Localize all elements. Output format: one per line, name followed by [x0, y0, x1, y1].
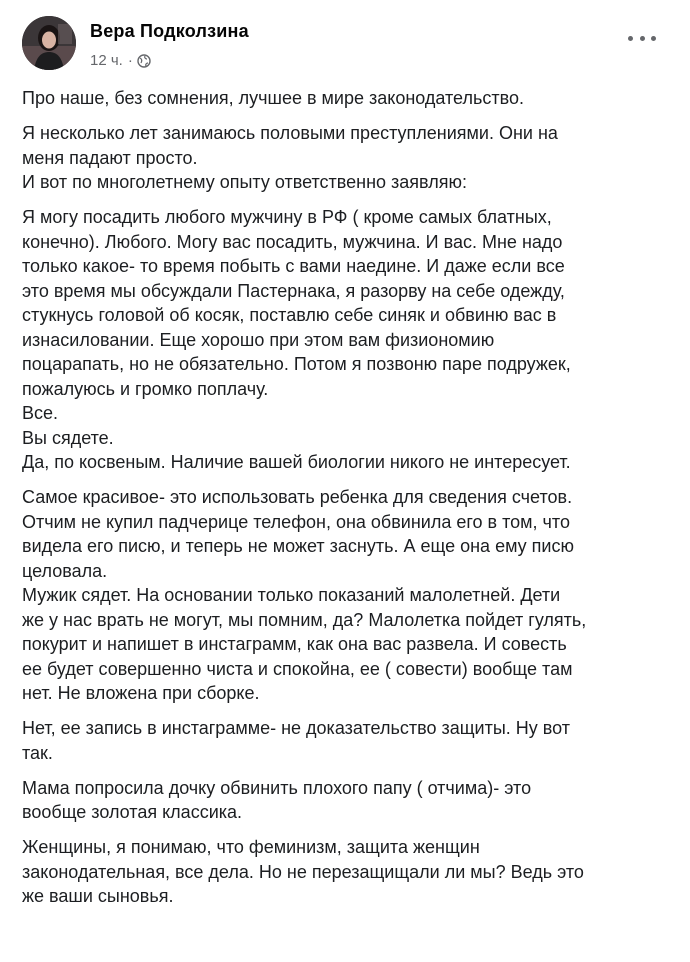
text-line: Мама попросила дочку обвинить плохого папу ( отчима)- это: [22, 777, 532, 798]
post-paragraph: [22, 716, 670, 765]
post-paragraph: [22, 835, 670, 909]
text-line: пожалуюсь и громко поплачу.: [22, 378, 269, 399]
text-line: конечно). Любого. Могу вас посадить, мужчина. И вас. Мне надо: [22, 231, 563, 252]
text-line: стукнусь головой об косяк, поставлю себе синяк и обвиню вас в: [22, 305, 557, 325]
text-line: целовала.: [22, 560, 108, 581]
meta-separator: ·: [127, 52, 133, 69]
text-line: Женщины, я понимаю, что феминизм, защита женщин: [22, 837, 480, 857]
post-meta: [90, 52, 151, 69]
text-line: Да, по косвеным. Наличие вашей биологии никого не интересует.: [22, 452, 571, 472]
more-dot: [640, 36, 645, 41]
post-paragraph: [22, 205, 670, 475]
text-line: изнасиловании. Еще хорошо при этом вам физиономию: [22, 329, 495, 350]
text-line: только какое- то время побыть с вами наедине. И даже если все: [22, 256, 565, 276]
text-line: Вы сядете.: [22, 427, 114, 448]
text-line: же у нас врать не могут, мы помним, да? Малолетка пойдет гулять,: [22, 609, 587, 630]
post-text: [22, 86, 670, 919]
text-line: законодательная, все дела. Но не перезащищали ли мы? Ведь это: [22, 861, 584, 882]
post-paragraph: [22, 121, 670, 195]
post-header: [22, 16, 668, 76]
more-options-button[interactable]: [628, 30, 656, 46]
text-line: Мужик сядет. На основании только показаний малолетней. Дети: [22, 585, 561, 605]
post-paragraph: [22, 485, 670, 706]
post-time[interactable]: 12 ч.: [90, 52, 123, 69]
text-line: Я могу посадить любого мужчину в РФ ( кроме самых блатных,: [22, 207, 552, 227]
text-line: же ваши сыновья.: [22, 886, 174, 906]
text-line: Про наше, без сомнения, лучшее в мире законодательство.: [22, 88, 524, 108]
more-dot: [651, 36, 656, 41]
text-line: поцарапать, но не обязательно. Потом я позвоню паре подружек,: [22, 354, 571, 374]
post-paragraph: [22, 776, 670, 825]
text-line: Отчим не купил падчерице телефон, она обвинила его в том, что: [22, 511, 570, 532]
text-line: так.: [22, 742, 53, 763]
text-line: покурит и напишет в инстаграмм, как она вас развела. И совесть: [22, 634, 567, 654]
text-line: это время мы обсуждали Пастернака, я разорву на себе одежду,: [22, 280, 565, 301]
author-name[interactable]: Вера Подколзина: [90, 21, 249, 41]
globe-icon[interactable]: [137, 54, 151, 68]
text-line: ее будет совершенно чиста и спокойна, ее ( совести) вообще там: [22, 658, 573, 679]
avatar[interactable]: [22, 16, 76, 70]
text-line: Все.: [22, 403, 59, 423]
text-line: Я несколько лет занимаюсь половыми преступлениями. Они на: [22, 123, 558, 143]
text-line: Нет, ее запись в инстаграмме- не доказательство защиты. Ну вот: [22, 718, 570, 738]
text-line: вообще золотая классика.: [22, 802, 243, 822]
text-line: нет. Не вложена при сборке.: [22, 683, 260, 703]
text-line: меня падают просто.: [22, 147, 198, 168]
more-dot: [628, 36, 633, 41]
text-line: Самое красивое- это использовать ребенка для сведения счетов.: [22, 487, 573, 507]
text-line: И вот по многолетнему опыту ответственно заявляю:: [22, 172, 467, 192]
text-line: видела его писю, и теперь не может заснуть. А еще она ему писю: [22, 536, 574, 556]
post-paragraph: [22, 86, 670, 111]
